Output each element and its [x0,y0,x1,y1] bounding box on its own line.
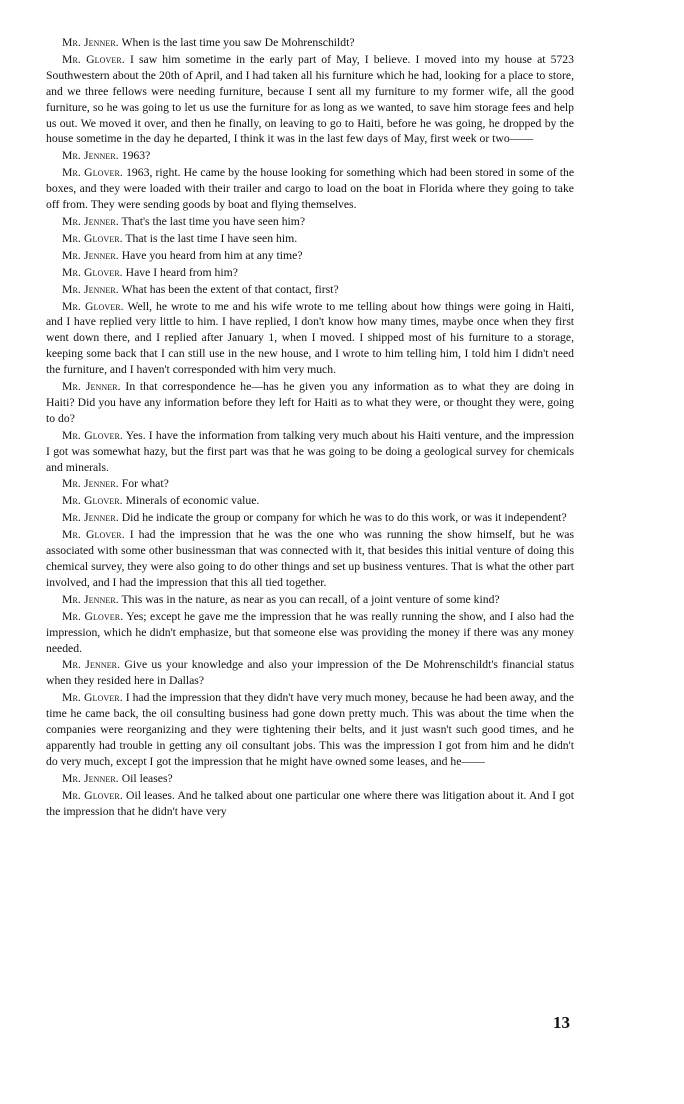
transcript-paragraph [46,527,574,591]
speaker-label: Mr. Glover. [62,52,125,66]
paragraph-text: For what? [121,477,169,491]
speaker-label: Mr. Jenner. [62,36,119,49]
page-number: 13 [553,1013,570,1032]
speaker-label: Mr. Jenner. [62,477,119,491]
speaker-label: Mr. Glover. [62,166,123,180]
paragraph-text: I saw him sometime in the early part of May, I believe. I moved into my house at 5723 Southwestern about the 20th of April, and I had taken all his furniture which he had, looking for a place to store, and we three fellows were needing furniture, because I sent all my furniture to my former wife, all the good furniture, so he was going to let us use the furniture for as long as we wanted, to save him storage fees and help us out. We moved it over, and then he finally, on leaving to go to Haiti, before he was going, he dropped by the house sometime in the day he departed, I think it was in the last few days of May, first week or two—— [46,52,574,146]
paragraph-text: That's the last time you have seen him? [121,214,306,228]
transcript-paragraph [46,248,574,264]
speaker-label: Mr. Jenner. [62,248,119,262]
speaker-label: Mr. Jenner. [62,214,119,228]
speaker-label: Mr. Jenner. [62,771,119,785]
transcript-paragraph [46,609,574,657]
transcript-paragraph [46,493,574,509]
speaker-label: Mr. Glover. [62,428,123,442]
speaker-label: Mr. Glover. [62,528,125,542]
transcript-paragraph [46,214,574,230]
transcript-paragraph [46,592,574,608]
paragraph-text: 1963? [121,149,151,163]
transcript-paragraph [46,657,574,689]
speaker-label: Mr. Jenner. [62,380,121,394]
speaker-label: Mr. Glover. [62,691,123,705]
paragraph-text: I had the impression that they didn't have very much money, because he had been away, and the time he came back, the oil consulting business had gone down pretty much. This was about the time when the companies were reorganizing and they were tightening their belts, and it just wasn't such good times, and he apparently had trouble in getting any oil consultant jobs. This was the impression I got from him and he didn't do very much, except I got the impression that he might have owned some leases, and he—— [46,691,574,768]
speaker-label: Mr. Glover. [62,299,124,313]
paragraph-text: In that correspondence he—has he given you any information as to what they are doing in Haiti? Did you have any information before they left for Haiti as to what they were, or thought they were, going to do? [46,380,575,425]
speaker-label: Mr. Jenner. [62,592,119,606]
paragraph-text: Give us your knowledge and also your impression of the De Mohrenschildt's financial status when they resided here in Dallas? [46,658,575,688]
speaker-label: Mr. Jenner. [62,511,119,525]
speaker-label: Mr. Glover. [62,609,124,623]
speaker-label: Mr. Jenner. [62,658,121,672]
paragraph-text: Oil leases? [121,771,173,785]
speaker-label: Mr. Glover. [62,231,123,245]
speaker-label: Mr. Jenner. [62,149,119,163]
transcript-paragraph [46,510,574,526]
transcript-paragraph [46,282,574,298]
paragraph-text: Did he indicate the group or company for which he was to do this work, or was it independent? [121,511,567,525]
paragraph-text: I had the impression that he was the one who was running the show himself, but he was associated with some other businessman that was connected with it, that besides this initial venture of doing this chemical survey, they were also going to do other things and set up business ventures. That is what the other part involved, and I had the impression that this all tied together. [46,528,575,589]
paragraph-text: Oil leases. And he talked about one particular one where there was litigation about it. And I got the impression that he didn't have very [46,788,575,818]
transcript-paragraph [46,428,574,476]
transcript-paragraph [46,231,574,247]
transcript-paragraph [46,476,574,492]
speaker-label: Mr. Jenner. [62,282,119,296]
transcript-paragraph [46,165,574,213]
document-page [46,35,574,821]
paragraph-text: Have I heard from him? [125,265,238,279]
paragraph-text: This was in the nature, as near as you can recall, of a joint venture of some kind? [121,592,500,606]
paragraph-text: Yes; except he gave me the impression that he was really running the show, and I also had the impression, which he didn't emphasize, but that someone else was providing the money if there was any money needed. [46,609,574,655]
paragraph-text: Have you heard from him at any time? [121,248,303,262]
paragraph-text: That is the last time I have seen him. [125,231,298,245]
transcript-paragraph [46,771,574,787]
paragraph-text: Well, he wrote to me and his wife wrote to me telling about how things were going in Haiti, and I have replied very little to him. I have replied, I don't know how many times, maybe once when they first went down there, and I replied after January 1, when I moved. I shipped most of his furniture to a storage, keeping some back that I can still use in the new house, and I wrote to him telling him, I told him I didn't need the furniture, and I haven't corresponded with him very much. [46,299,574,377]
transcript-paragraph [46,690,574,770]
transcript-paragraph [46,265,574,281]
speaker-label: Mr. Glover. [62,265,123,279]
transcript-paragraph [46,35,574,51]
transcript-paragraph [46,379,574,427]
speaker-label: Mr. Glover. [62,788,123,802]
transcript-paragraph [46,148,574,164]
transcript-paragraph [46,299,574,379]
paragraph-text: Yes. I have the information from talking very much about his Haiti venture, and the impression I got was somewhat hazy, but the first part was that he was going to be doing a geological survey for chemicals and minerals. [46,428,574,474]
paragraph-text: What has been the extent of that contact, first? [121,282,339,296]
speaker-label: Mr. Glover. [62,494,123,508]
paragraph-text: 1963, right. He came by the house looking for something which had been stored in some of the boxes, and they were loaded with their trailer and cargo to load on the boat in Florida where they going to take off from. They were sending goods by boat and flying themselves. [46,166,575,212]
paragraph-text: Minerals of economic value. [125,494,260,508]
paragraph-text: When is the last time you saw De Mohrenschildt? [121,36,355,49]
transcript-paragraph [46,788,574,820]
transcript-paragraph [46,52,574,147]
